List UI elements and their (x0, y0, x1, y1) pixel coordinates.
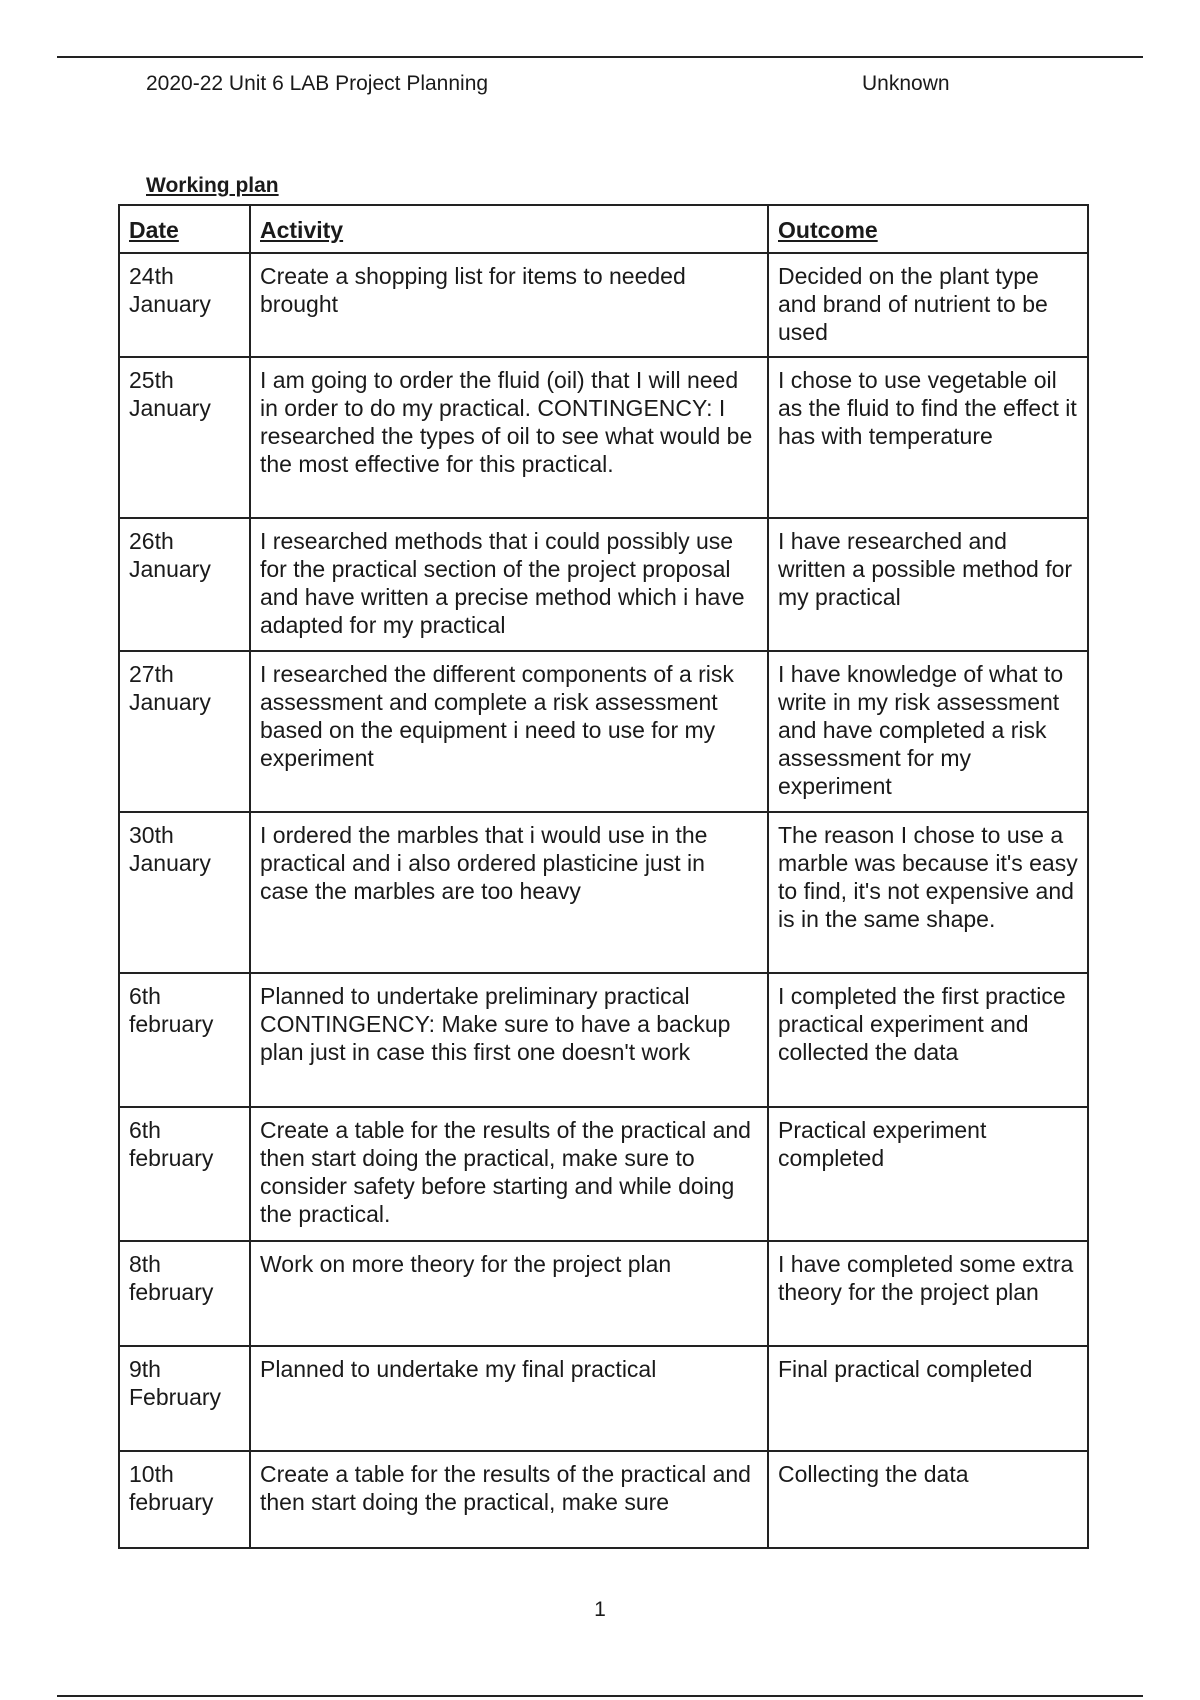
date-cell: 25th January (119, 357, 250, 518)
date-cell: 8th february (119, 1241, 250, 1346)
table-header-row (119, 205, 1088, 253)
outcome-cell: The reason I chose to use a marble was because it's easy to find, it's not expensive and is in the same shape. (768, 812, 1088, 973)
date-cell: 27th January (119, 651, 250, 812)
activity-cell: Planned to undertake preliminary practical CONTINGENCY: Make sure to have a backup plan just in case this first one doesn't work (250, 973, 768, 1107)
document-header-title: 2020-22 Unit 6 LAB Project Planning (146, 72, 489, 95)
outcome-cell: Decided on the plant type and brand of nutrient to be used (768, 253, 1088, 357)
activity-cell: Create a table for the results of the practical and then start doing the practical, make sure (250, 1451, 768, 1548)
document-header-author: Unknown (862, 72, 950, 95)
date-cell: 6th february (119, 1107, 250, 1241)
activity-cell: I researched methods that i could possibly use for the practical section of the project proposal and have written a precise method which i have adapted for my practical (250, 518, 768, 651)
column-header-activity: Activity (250, 205, 768, 253)
section-title: Working plan (146, 174, 279, 197)
working-plan-table (118, 204, 1089, 1549)
table-row (119, 1241, 1088, 1346)
outcome-cell: I chose to use vegetable oil as the fluid to find the effect it has with temperature (768, 357, 1088, 518)
table-row (119, 1346, 1088, 1451)
activity-cell: Work on more theory for the project plan (250, 1241, 768, 1346)
top-rule (57, 56, 1143, 58)
table-row (119, 518, 1088, 651)
activity-cell: Create a table for the results of the practical and then start doing the practical, make sure to consider safety before starting and while doing the practical. (250, 1107, 768, 1241)
outcome-cell: I have researched and written a possible method for my practical (768, 518, 1088, 651)
date-cell: 6th february (119, 973, 250, 1107)
date-cell: 10th february (119, 1451, 250, 1548)
bottom-rule (57, 1695, 1143, 1697)
table-row (119, 812, 1088, 973)
table-row (119, 357, 1088, 518)
table-row (119, 651, 1088, 812)
table-row (119, 253, 1088, 357)
table-row (119, 973, 1088, 1107)
table-row (119, 1107, 1088, 1241)
table-row (119, 1451, 1088, 1548)
column-header-outcome: Outcome (768, 205, 1088, 253)
page-number: 1 (594, 1598, 606, 1621)
outcome-cell: Practical experiment completed (768, 1107, 1088, 1241)
outcome-cell: Final practical completed (768, 1346, 1088, 1451)
activity-cell: I ordered the marbles that i would use in the practical and i also ordered plasticine just in case the marbles are too heavy (250, 812, 768, 973)
date-cell: 24th January (119, 253, 250, 357)
activity-cell: I am going to order the fluid (oil) that I will need in order to do my practical. CONTINGENCY: I researched the types of oil to see what would be the most effective for this practical. (250, 357, 768, 518)
outcome-cell: I have completed some extra theory for the project plan (768, 1241, 1088, 1346)
date-cell: 30th January (119, 812, 250, 973)
activity-cell: Create a shopping list for items to needed brought (250, 253, 768, 357)
column-header-date: Date (119, 205, 250, 253)
outcome-cell: I completed the first practice practical experiment and collected the data (768, 973, 1088, 1107)
date-cell: 9th February (119, 1346, 250, 1451)
activity-cell: I researched the different components of a risk assessment and complete a risk assessment based on the equipment i need to use for my experiment (250, 651, 768, 812)
outcome-cell: I have knowledge of what to write in my risk assessment and have completed a risk assessment for my experiment (768, 651, 1088, 812)
date-cell: 26th January (119, 518, 250, 651)
activity-cell: Planned to undertake my final practical (250, 1346, 768, 1451)
outcome-cell: Collecting the data (768, 1451, 1088, 1548)
